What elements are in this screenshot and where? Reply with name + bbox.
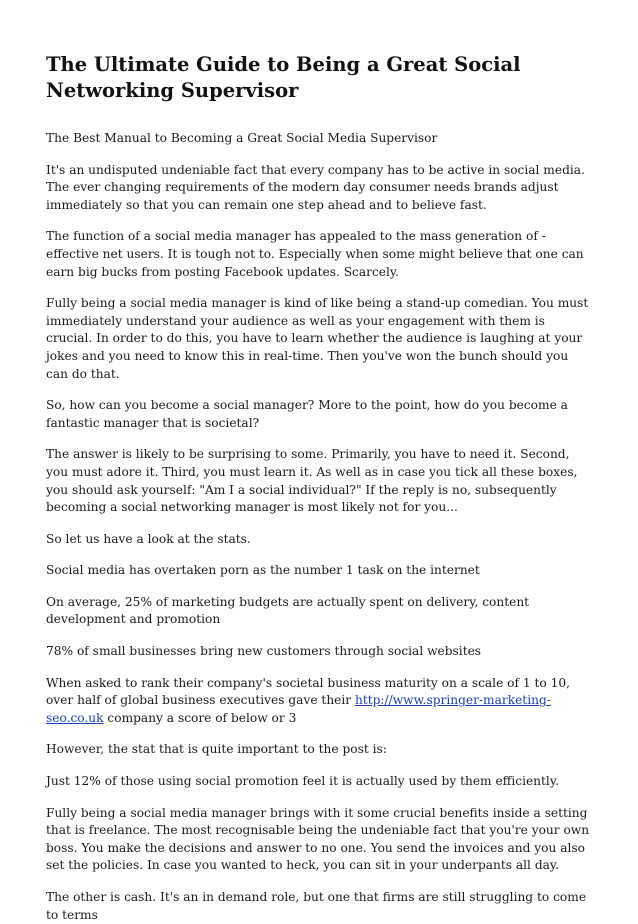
paragraph-text-after-link: company a score of below or 3 (103, 710, 297, 725)
springer-marketing-link[interactable]: http://www.springer-marketing-seo.co.uk (46, 693, 551, 725)
paragraph: Social media has overtaken porn as the number 1 task on the internet (46, 563, 480, 578)
paragraph: The other is cash. It's an in demand role, but one that firms are still struggling to come to terms (46, 890, 587, 922)
document-title: The Ultimate Guide to Being a Great Social Networking Supervisor (46, 53, 521, 102)
paragraph-text-before-link: When asked to rank their company's societal business maturity on a scale of 1 to 10, over half of global business executives gave their (46, 675, 571, 708)
paragraph: On average, 25% of marketing budgets are actually spent on delivery, content development and promotion (46, 594, 530, 627)
paragraph: Just 12% of those using social promotion feel it is actually used by them efficiently. (46, 774, 559, 789)
paragraph: However, the stat that is quite important to the post is: (46, 742, 387, 757)
paragraph: The answer is likely to be surprising to some. Primarily, you have to need it. Second, you must adore it. Third, you must learn it. As well as in case you tick all these boxes, you should ask yourself: "Am I a social individual?" If the reply is no, subsequently becoming a social networking manager is most likely not for you... (46, 447, 578, 515)
paragraph: The function of a social media manager has appealed to the mass generation of -effective net users. It is tough not to. Especially when some might believe that one can earn big bucks from posting Facebook updates. Scarcely. (46, 229, 584, 279)
paragraph-with-link (46, 675, 592, 728)
paragraph: So, how can you become a social manager? More to the point, how do you become a fantastic manager that is societal? (46, 398, 568, 430)
paragraph: It's an undisputed undeniable fact that every company has to be active in social media. The ever changing requirements of the modern day consumer needs brands adjust immediately so that you can remain one step ahead and to believe fast. (46, 162, 585, 212)
paragraph: Fully being a social media manager is kind of like being a stand-up comedian. You must immediately understand your audience as well as your engagement with them is crucial. In order to do this, you have to learn whether the audience is laughing at your jokes and you need to know this in real-time. Then you've won the bunch should you can do that. (46, 296, 589, 381)
paragraph: 78% of small businesses bring new customers through social websites (46, 644, 482, 659)
paragraph: Fully being a social media manager brings with it some crucial benefits inside a setting that is freelance. The most recognisable being the undeniable fact that you're your own boss. You make the decisions and answer to no one. You send the invoices and you also set the policies. In case you wanted to heck, you can sit in your underpants all day. (46, 805, 590, 873)
paragraph: So let us have a look at the stats. (46, 531, 251, 546)
document-subtitle: The Best Manual to Becoming a Great Social Media Supervisor (46, 131, 438, 145)
